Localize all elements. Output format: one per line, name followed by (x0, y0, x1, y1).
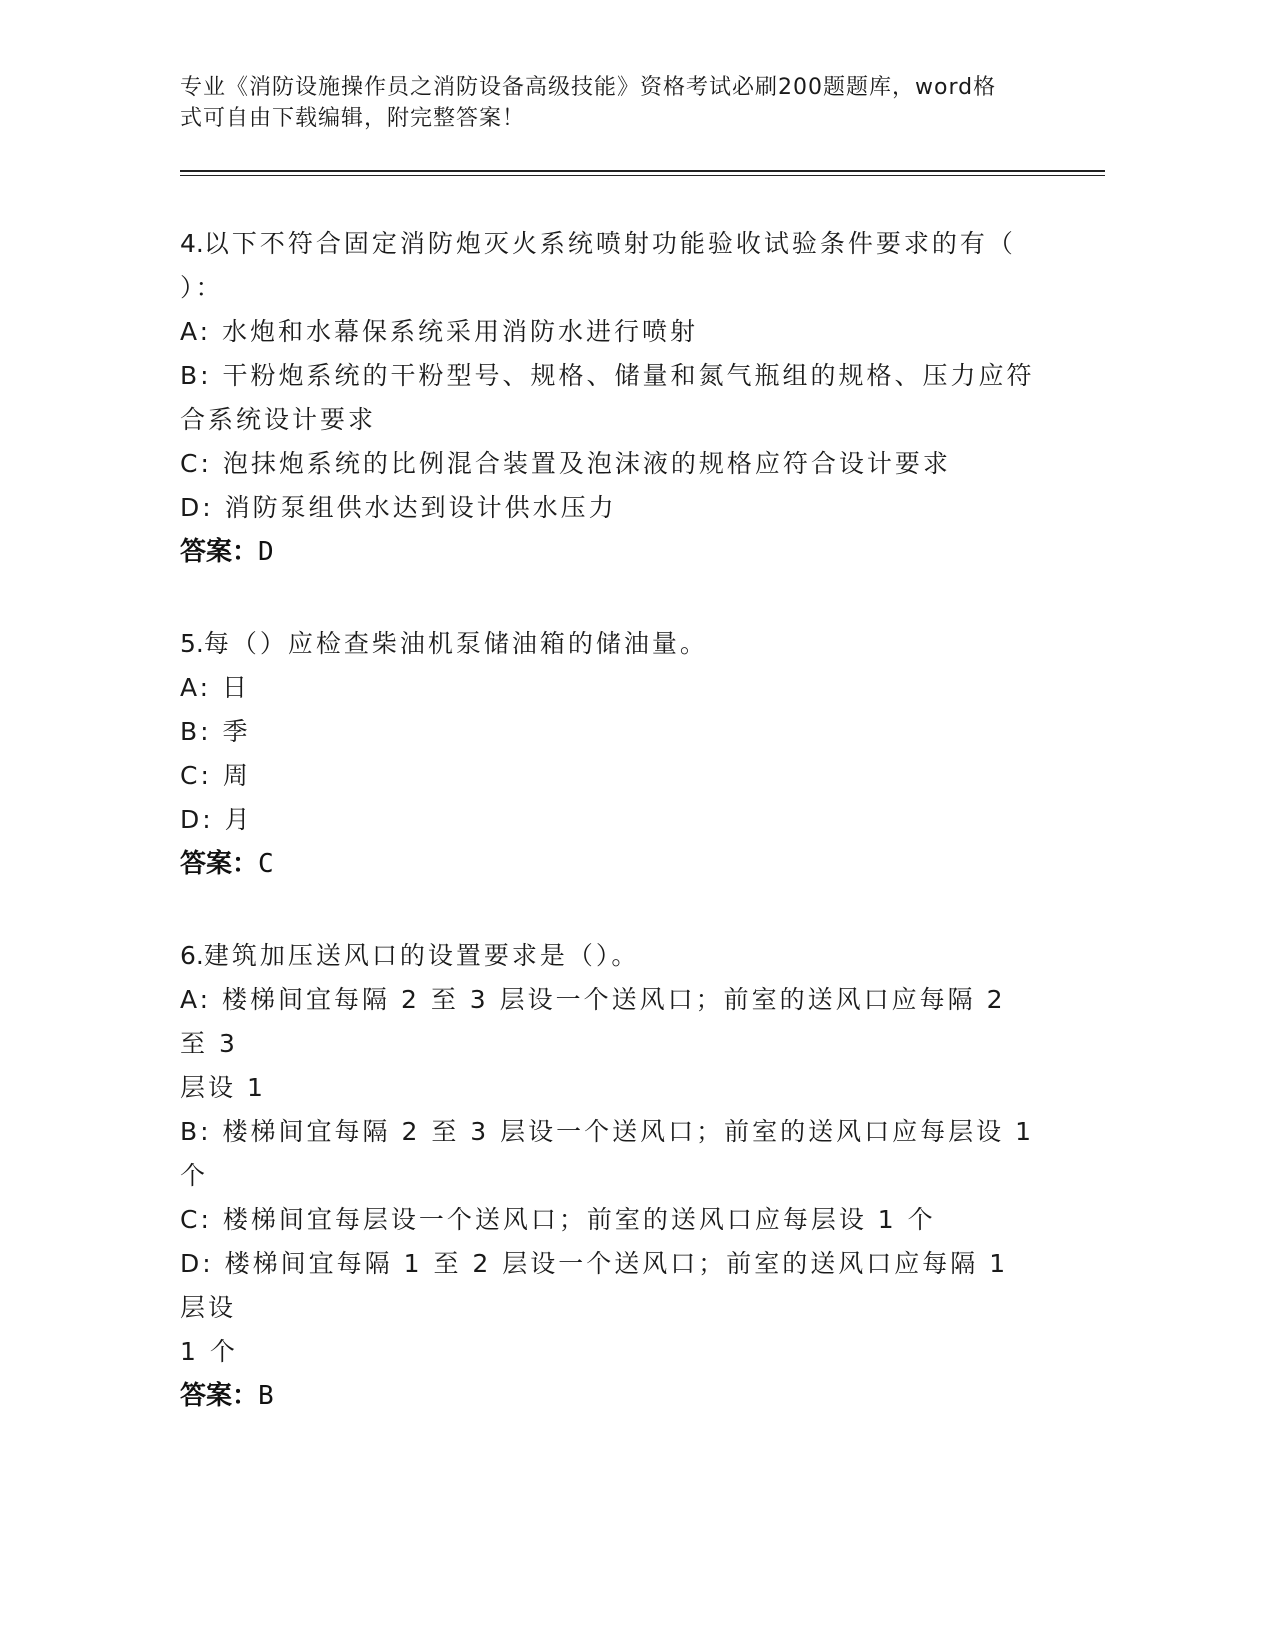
answer-value: C (258, 849, 274, 879)
option-label: B: (180, 1117, 212, 1146)
answer-label: 答案： (180, 537, 259, 567)
header-rule-thick (180, 170, 1105, 172)
question-4 (180, 222, 1040, 574)
question-stem-text: 以下不符合固定消防炮灭火系统喷射功能验收试验条件要求的有（ (203, 229, 1016, 258)
answer-label: 答案： (180, 849, 259, 879)
option-a (180, 310, 1040, 354)
option-b-continued: 合系统设计要求 (180, 405, 377, 434)
option-label: A: (180, 673, 212, 702)
option-label: C: (180, 761, 212, 790)
option-text: 楼梯间宜每隔 1 至 2 层设一个送风口；前室的送风口应每隔 1 层设 (180, 1249, 1009, 1322)
question-stem (180, 222, 1040, 266)
header-rule-thin (180, 175, 1105, 176)
answer-value: D (258, 537, 274, 567)
option-text: 周 (222, 761, 251, 790)
answer-label: 答案： (180, 1381, 259, 1411)
header-line-1: 专业《消防设施操作员之消防设备高级技能》资格考试必刷200题题库，word格 (180, 75, 997, 100)
question-5 (180, 622, 1040, 886)
option-label: A: (180, 317, 212, 346)
option-label: D: (180, 805, 214, 834)
answer-value: B (258, 1381, 274, 1411)
document-header (180, 72, 1030, 134)
question-list (180, 222, 1040, 1466)
question-stem-text: 建筑加压送风口的设置要求是（）。 (203, 941, 640, 970)
option-c (180, 754, 1040, 798)
question-stem (180, 934, 1040, 978)
option-c (180, 1198, 1040, 1242)
option-label: D: (180, 493, 214, 522)
option-b (180, 354, 1040, 398)
option-c (180, 442, 1040, 486)
option-text: 日 (222, 673, 251, 702)
option-b (180, 1110, 1040, 1198)
answer (180, 1374, 1040, 1418)
question-number: 6. (180, 941, 204, 970)
option-d-continued: 1 个 (180, 1337, 238, 1366)
option-a (180, 978, 1040, 1066)
option-text: 楼梯间宜每层设一个送风口；前室的送风口应每层设 1 个 (222, 1205, 936, 1234)
option-d (180, 486, 1040, 530)
question-stem-text: 每（）应检查柴油机泵储油箱的储油量。 (203, 629, 708, 658)
option-d (180, 1242, 1040, 1330)
option-text: 季 (222, 717, 251, 746)
option-label: B: (180, 717, 212, 746)
option-d (180, 798, 1040, 842)
answer (180, 530, 1040, 574)
question-number: 5. (180, 629, 204, 658)
option-label: D: (180, 1249, 214, 1278)
option-text: 消防泵组供水达到设计供水压力 (224, 493, 617, 522)
option-text: 月 (224, 805, 253, 834)
header-line-2: 式可自由下载编辑，附完整答案！ (180, 106, 526, 131)
question-number: 4. (180, 229, 204, 258)
option-text: 泡抹炮系统的比例混合装置及泡沫液的规格应符合设计要求 (222, 449, 951, 478)
option-label: A: (180, 985, 212, 1014)
question-stem (180, 622, 1040, 666)
option-text: 干粉炮系统的干粉型号、规格、储量和氮气瓶组的规格、压力应符 (222, 361, 1035, 390)
option-a-continued: 层设 1 (180, 1073, 266, 1102)
option-text: 楼梯间宜每隔 2 至 3 层设一个送风口；前室的送风口应每隔 2 至 3 (180, 985, 1006, 1058)
option-label: C: (180, 1205, 212, 1234)
option-text: 水炮和水幕保系统采用消防水进行喷射 (222, 317, 699, 346)
option-text: 楼梯间宜每隔 2 至 3 层设一个送风口；前室的送风口应每层设 1 个 (180, 1117, 1034, 1190)
answer (180, 842, 1040, 886)
question-stem-continued: ）： (180, 273, 224, 302)
question-6 (180, 934, 1040, 1418)
option-label: B: (180, 361, 212, 390)
option-b (180, 710, 1040, 754)
option-a (180, 666, 1040, 710)
option-label: C: (180, 449, 212, 478)
